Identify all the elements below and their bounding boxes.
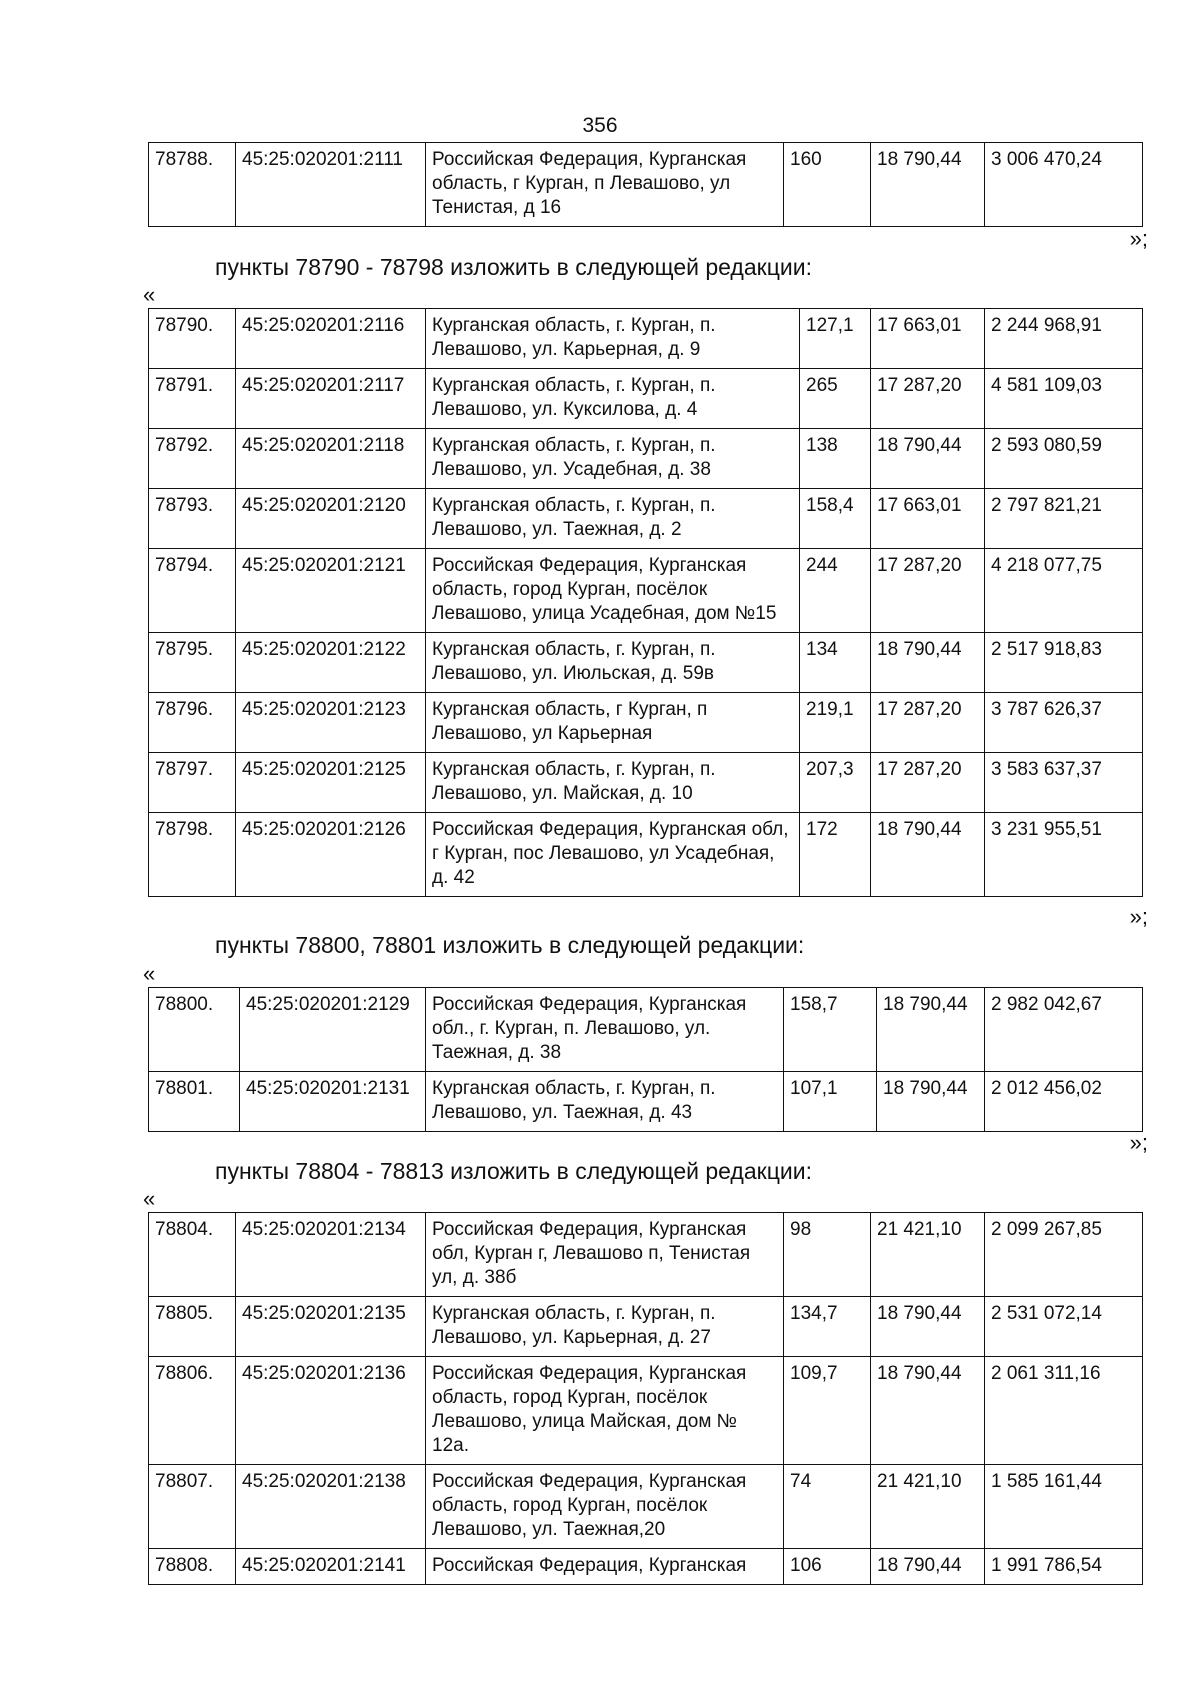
cadastral-value-cell: 3 583 637,37 xyxy=(985,753,1143,813)
address-cell: Курганская область, г. Курган, п. Левашово, ул. Майская, д. 10 xyxy=(426,753,800,813)
registry-table xyxy=(148,1212,1143,1585)
cadastral-value-cell: 3 006 470,24 xyxy=(985,143,1143,227)
cadastral-number-cell: 45:25:020201:2135 xyxy=(236,1297,426,1357)
address-cell: Курганская область, г. Курган, п. Левашово, ул. Июльская, д. 59в xyxy=(426,633,800,693)
cadastral-number-cell: 45:25:020201:2134 xyxy=(236,1213,426,1297)
table-row xyxy=(149,1357,1143,1465)
registry-table-3 xyxy=(148,1212,1142,1585)
row-number-cell: 78791. xyxy=(149,369,236,429)
cadastral-number-cell: 45:25:020201:2116 xyxy=(236,309,426,369)
area-cell: 207,3 xyxy=(800,753,871,813)
row-number-cell: 78808. xyxy=(149,1549,236,1585)
unit-price-cell: 18 790,44 xyxy=(871,1297,985,1357)
address-cell: Российская Федерация, Курганская область, город Курган, посёлок Левашово, улица Усадебная, дом №15 xyxy=(426,549,800,633)
unit-price-cell: 18 790,44 xyxy=(877,988,985,1072)
unit-price-cell: 17 663,01 xyxy=(871,309,985,369)
table-row xyxy=(149,309,1143,369)
area-cell: 134,7 xyxy=(784,1297,871,1357)
opening-quote: « xyxy=(143,282,156,307)
registry-table xyxy=(148,142,1143,227)
table-row xyxy=(149,633,1143,693)
cadastral-number-cell: 45:25:020201:2120 xyxy=(236,489,426,549)
closing-quote: »; xyxy=(1129,226,1148,251)
unit-price-cell: 17 287,20 xyxy=(871,549,985,633)
cadastral-value-cell: 4 581 109,03 xyxy=(985,369,1143,429)
row-number-cell: 78806. xyxy=(149,1357,236,1465)
row-number-cell: 78793. xyxy=(149,489,236,549)
address-cell: Курганская область, г. Курган, п. Левашово, ул. Таежная, д. 43 xyxy=(426,1072,784,1132)
area-cell: 74 xyxy=(784,1465,871,1549)
cadastral-value-cell: 1 585 161,44 xyxy=(985,1465,1143,1549)
cadastral-number-cell: 45:25:020201:2125 xyxy=(236,753,426,813)
row-number-cell: 78807. xyxy=(149,1465,236,1549)
area-cell: 138 xyxy=(800,429,871,489)
cadastral-value-cell: 2 593 080,59 xyxy=(985,429,1143,489)
row-number-cell: 78790. xyxy=(149,309,236,369)
unit-price-cell: 17 663,01 xyxy=(871,489,985,549)
cadastral-value-cell: 3 231 955,51 xyxy=(985,813,1143,897)
cadastral-number-cell: 45:25:020201:2138 xyxy=(236,1465,426,1549)
unit-price-cell: 21 421,10 xyxy=(871,1213,985,1297)
address-cell: Курганская область, г. Курган, п. Левашово, ул. Таежная, д. 2 xyxy=(426,489,800,549)
area-cell: 244 xyxy=(800,549,871,633)
closing-quote: »; xyxy=(1129,1130,1148,1155)
cadastral-value-cell: 2 531 072,14 xyxy=(985,1297,1143,1357)
address-cell: Курганская область, г. Курган, п. Левашово, ул. Куксилова, д. 4 xyxy=(426,369,800,429)
row-number-cell: 78798. xyxy=(149,813,236,897)
table-row xyxy=(149,1072,1143,1132)
table-row xyxy=(149,549,1143,633)
cadastral-number-cell: 45:25:020201:2129 xyxy=(240,988,426,1072)
area-cell: 158,4 xyxy=(800,489,871,549)
address-cell: Российская Федерация, Курганская обл, г Курган, пос Левашово, ул Усадебная, д. 42 xyxy=(426,813,800,897)
address-cell: Курганская область, г. Курган, п. Левашово, ул. Карьерная, д. 9 xyxy=(426,309,800,369)
cadastral-number-cell: 45:25:020201:2123 xyxy=(236,693,426,753)
row-number-cell: 78801. xyxy=(149,1072,240,1132)
row-number-cell: 78800. xyxy=(149,988,240,1072)
unit-price-cell: 18 790,44 xyxy=(877,1072,985,1132)
cadastral-value-cell: 4 218 077,75 xyxy=(985,549,1143,633)
row-number-cell: 78794. xyxy=(149,549,236,633)
unit-price-cell: 18 790,44 xyxy=(871,633,985,693)
row-number-cell: 78805. xyxy=(149,1297,236,1357)
area-cell: 127,1 xyxy=(800,309,871,369)
area-cell: 160 xyxy=(784,143,871,227)
address-cell: Курганская область, г Курган, п Левашово, ул Карьерная xyxy=(426,693,800,753)
table-row xyxy=(149,143,1143,227)
registry-table-continued xyxy=(148,142,1142,227)
address-cell: Российская Федерация, Курганская обл., г. Курган, п. Левашово, ул. Таежная, д. 38 xyxy=(426,988,784,1072)
area-cell: 106 xyxy=(784,1549,871,1585)
unit-price-cell: 18 790,44 xyxy=(871,143,985,227)
unit-price-cell: 18 790,44 xyxy=(871,813,985,897)
table-row xyxy=(149,1465,1143,1549)
unit-price-cell: 17 287,20 xyxy=(871,693,985,753)
cadastral-number-cell: 45:25:020201:2131 xyxy=(240,1072,426,1132)
cadastral-number-cell: 45:25:020201:2117 xyxy=(236,369,426,429)
address-cell: Российская Федерация, Курганская область, г Курган, п Левашово, ул Тенистая, д 16 xyxy=(426,143,784,227)
unit-price-cell: 17 287,20 xyxy=(871,369,985,429)
cadastral-number-cell: 45:25:020201:2118 xyxy=(236,429,426,489)
cadastral-value-cell: 2 517 918,83 xyxy=(985,633,1143,693)
row-number-cell: 78797. xyxy=(149,753,236,813)
cadastral-value-cell: 2 061 311,16 xyxy=(985,1357,1143,1465)
table-row xyxy=(149,489,1143,549)
table-row xyxy=(149,369,1143,429)
table-row xyxy=(149,1297,1143,1357)
registry-table xyxy=(148,987,1143,1132)
table-row xyxy=(149,429,1143,489)
row-number-cell: 78788. xyxy=(149,143,236,227)
table-row xyxy=(149,988,1143,1072)
row-number-cell: 78795. xyxy=(149,633,236,693)
row-number-cell: 78796. xyxy=(149,693,236,753)
registry-table-2 xyxy=(148,987,1142,1132)
amendment-intro: пункты 78790 - 78798 изложить в следующей редакции: xyxy=(215,254,812,280)
cadastral-value-cell: 1 991 786,54 xyxy=(985,1549,1143,1585)
table-row xyxy=(149,1213,1143,1297)
cadastral-number-cell: 45:25:020201:2111 xyxy=(236,143,426,227)
cadastral-value-cell: 2 982 042,67 xyxy=(985,988,1143,1072)
area-cell: 219,1 xyxy=(800,693,871,753)
address-cell: Курганская область, г. Курган, п. Левашово, ул. Усадебная, д. 38 xyxy=(426,429,800,489)
opening-quote: « xyxy=(143,961,156,986)
area-cell: 158,7 xyxy=(784,988,877,1072)
unit-price-cell: 21 421,10 xyxy=(871,1465,985,1549)
cadastral-number-cell: 45:25:020201:2126 xyxy=(236,813,426,897)
unit-price-cell: 18 790,44 xyxy=(871,1357,985,1465)
address-cell: Российская Федерация, Курганская область, город Курган, посёлок Левашово, улица Майская, дом № 12а. xyxy=(426,1357,784,1465)
unit-price-cell: 18 790,44 xyxy=(871,1549,985,1585)
address-cell: Российская Федерация, Курганская обл, Курган г, Левашово п, Тенистая ул, д. 38б xyxy=(426,1213,784,1297)
area-cell: 109,7 xyxy=(784,1357,871,1465)
table-row xyxy=(149,813,1143,897)
cadastral-number-cell: 45:25:020201:2141 xyxy=(236,1549,426,1585)
unit-price-cell: 18 790,44 xyxy=(871,429,985,489)
row-number-cell: 78792. xyxy=(149,429,236,489)
area-cell: 265 xyxy=(800,369,871,429)
cadastral-value-cell: 2 099 267,85 xyxy=(985,1213,1143,1297)
opening-quote: « xyxy=(143,1186,156,1211)
cadastral-value-cell: 2 012 456,02 xyxy=(985,1072,1143,1132)
cadastral-value-cell: 3 787 626,37 xyxy=(985,693,1143,753)
registry-table-1 xyxy=(148,308,1142,897)
table-row xyxy=(149,753,1143,813)
cadastral-number-cell: 45:25:020201:2136 xyxy=(236,1357,426,1465)
amendment-intro: пункты 78800, 78801 изложить в следующей редакции: xyxy=(215,932,805,958)
address-cell: Курганская область, г. Курган, п. Левашово, ул. Карьерная, д. 27 xyxy=(426,1297,784,1357)
table-row xyxy=(149,693,1143,753)
closing-quote: »; xyxy=(1129,904,1148,929)
registry-table xyxy=(148,308,1143,897)
unit-price-cell: 17 287,20 xyxy=(871,753,985,813)
cadastral-value-cell: 2 244 968,91 xyxy=(985,309,1143,369)
table-row xyxy=(149,1549,1143,1585)
cadastral-value-cell: 2 797 821,21 xyxy=(985,489,1143,549)
page-number: 356 xyxy=(582,114,618,137)
cadastral-number-cell: 45:25:020201:2122 xyxy=(236,633,426,693)
area-cell: 98 xyxy=(784,1213,871,1297)
address-cell: Российская Федерация, Курганская область, город Курган, посёлок Левашово, ул. Таежная,20 xyxy=(426,1465,784,1549)
area-cell: 107,1 xyxy=(784,1072,877,1132)
cadastral-number-cell: 45:25:020201:2121 xyxy=(236,549,426,633)
row-number-cell: 78804. xyxy=(149,1213,236,1297)
amendment-intro: пункты 78804 - 78813 изложить в следующей редакции: xyxy=(215,1158,812,1184)
address-cell: Российская Федерация, Курганская xyxy=(426,1549,784,1585)
area-cell: 134 xyxy=(800,633,871,693)
area-cell: 172 xyxy=(800,813,871,897)
